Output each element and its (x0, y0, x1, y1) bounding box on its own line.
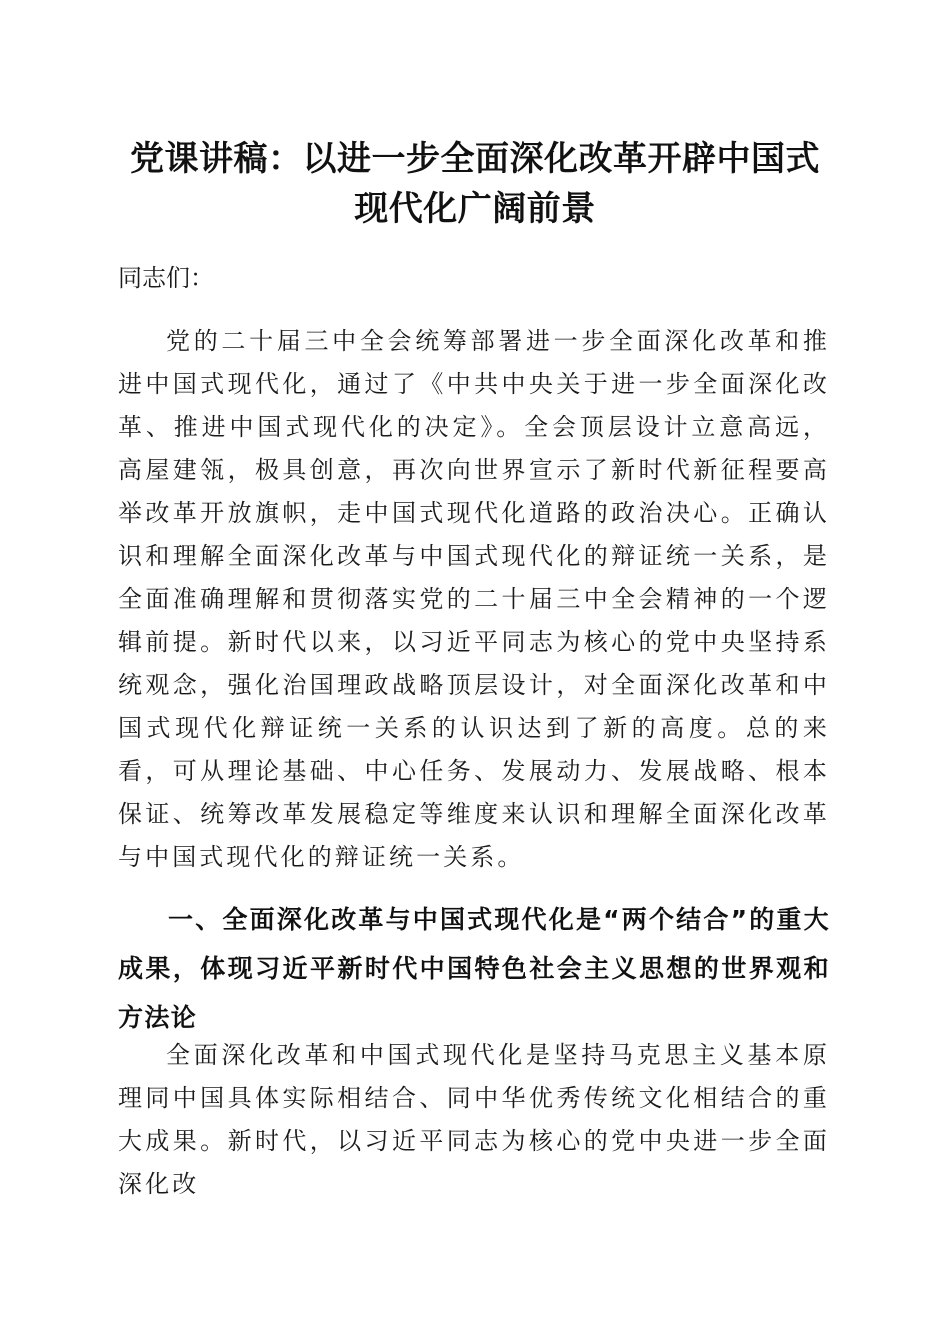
title-line-2: 现代化广阔前景 (354, 189, 596, 229)
body-paragraph-1: 党的二十届三中全会统筹部署进一步全面深化改革和推进中国式现代化，通过了《中共中央关于进一步全面深化改革、推进中国式现代化的决定》。全会顶层设计立意高远，高屋建瓴，极具创意，再次向世界宣示了新时代新征程要高举改革开放旗帜，走中国式现代化道路的政治决心。正确认识和理解全面深化改革与中国式现代化的辩证统一关系，是全面准确理解和贯彻落实党的二十届三中全会精神的一个逻辑前提。新时代以来，以习近平同志为核心的党中央坚持系统观念，强化治国理政战略顶层设计，对全面深化改革和中国式现代化辩证统一关系的认识达到了新的高度。总的来看，可从理论基础、中心任务、发展动力、发展战略、根本保证、统筹改革发展稳定等维度来认识和理解全面深化改革与中国式现代化的辩证统一关系。 (118, 327, 830, 871)
body-paragraph-2: 全面深化改革和中国式现代化是坚持马克思主义基本原理同中国具体实际相结合、同中华优秀传统文化相结合的重大成果。新时代，以习近平同志为核心的党中央进一步全面深化改 (118, 1041, 830, 1198)
salutation: 同志们： (118, 264, 214, 292)
section-heading-1: 一、全面深化改革与中国式现代化是“两个结合”的重大成果，体现习近平新时代中国特色社会主义思想的世界观和方法论 (118, 905, 830, 1032)
document-title (112, 134, 838, 234)
title-line-1: 党课讲稿：以进一步全面深化改革开辟中国式 (130, 139, 820, 179)
